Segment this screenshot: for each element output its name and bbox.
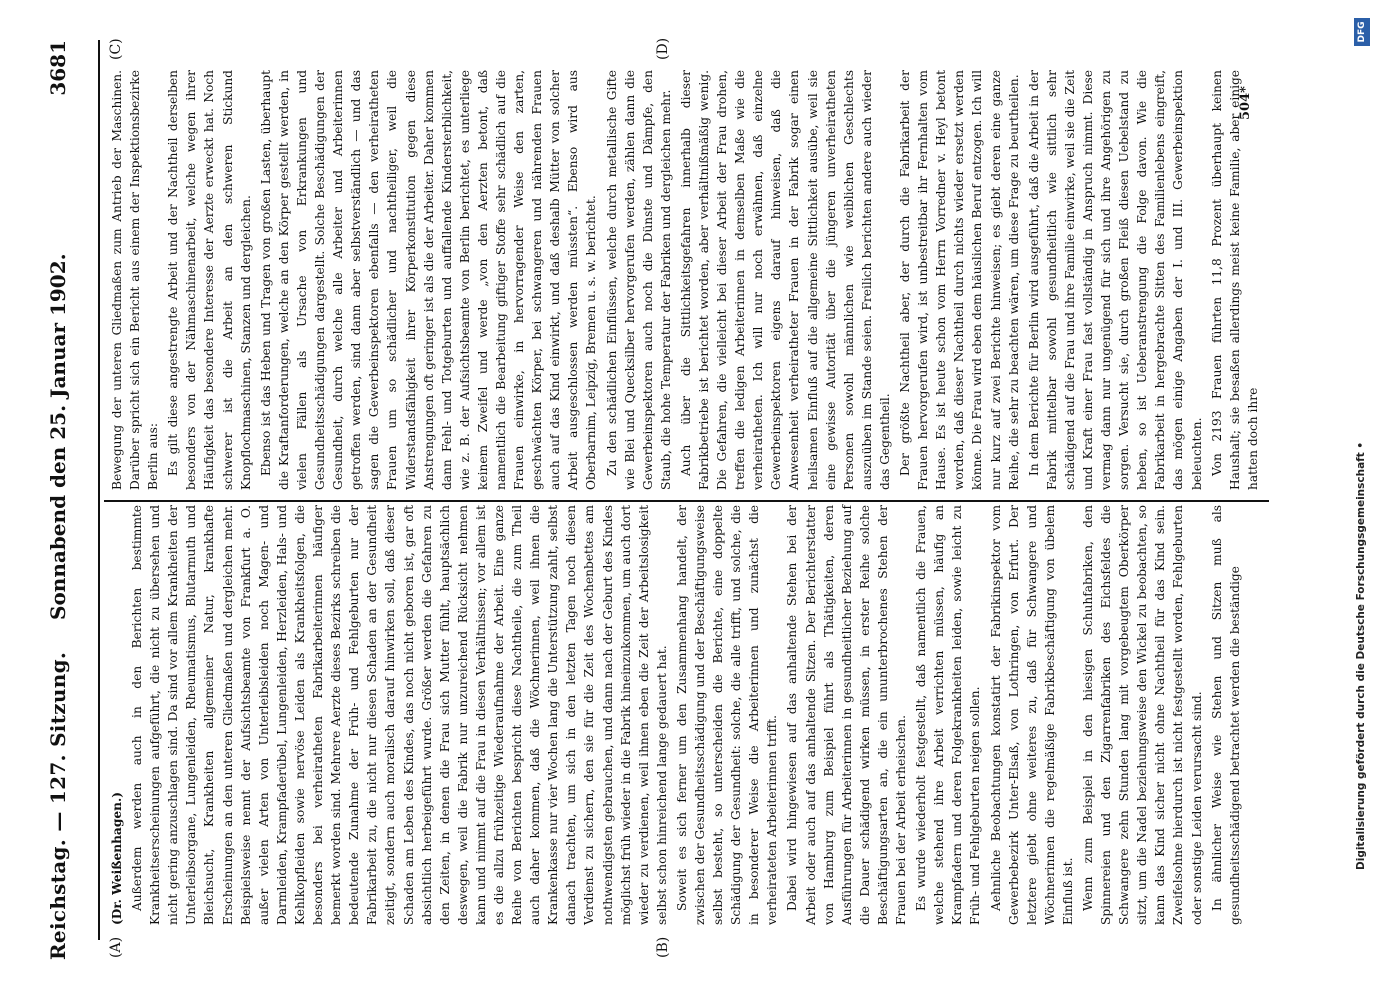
header-left-text: Reichstag. — 127. Sitzung. bbox=[46, 651, 70, 960]
column-divider bbox=[104, 501, 1269, 503]
paragraph: Bewegung der unteren Gliedmaßen zum Antrieb der Maschinen. Darüber spricht sich ein Bericht aus einem der Inspektionsbezirke Berlin aus: bbox=[110, 70, 161, 490]
paragraph: Ebenso ist das Heben und Tragen von großen Lasten, überhaupt die Kraftanforderungen, welche an den Körper gestellt werden, in vielen Fällen als Ursache von Erkrankungen und Gesundheitsschädigungen dargestellt. Solche Beschädigungen der Gesundheit, durch welche alle Arbeiter und Arbeiterinnen getroffen werden, sind dann aber selbstverständlich — und das sagen die Gewerbeinspektoren ebenfalls — den verheiratheten Frauen um so schädlicher und nachtheiliger, weil die Widerstandsfähigkeit ihrer Körperkonstitution gegen diese Anstrengungen oft geringer ist als die der Arbeiter. Daher kommen dann Fehl- und Totgeburten und auffallende Kindersterblichkeit, wie z. B. der Aufsichtsbeamte von Berlin berichtet, es unterliege keinem Zweifel und werde „von den Aerzten betont, daß namentlich die Bearbeitung giftiger Stoffe sehr schädlich auf die Frauen einwirke, in hervorragender Weise den zarten, geschwächten Körper, bei schwangeren und nährenden Frauen auch auf das Kind einwirkt, und daß deshalb Mütter von solcher Arbeit ausgeschlossen werden müssten“. Ebenso wird aus Oberbarnim, Leipzig, Bremen u. s. w. berichtet. bbox=[258, 70, 599, 490]
right-text-column bbox=[108, 70, 1260, 490]
margin-marker-a: (A) bbox=[108, 936, 124, 958]
margin-marker-c: (C) bbox=[108, 38, 124, 60]
page-header-center bbox=[42, 0, 70, 1000]
header-rule bbox=[98, 40, 100, 940]
dfg-logo: DFG bbox=[1354, 18, 1370, 46]
paragraph: In ähnlicher Weise wie Stehen und Sitzen muß als gesundheitsschädigend betrachtet werden die beständige bbox=[1209, 505, 1242, 925]
signature-mark: 504* bbox=[1238, 86, 1253, 120]
header-page-number: 3681 bbox=[46, 40, 70, 96]
speaker-label: (Dr. Weißenhagen.) bbox=[110, 792, 124, 925]
paragraph: Wenn zum Beispiel in den hiesigen Schuhfabriken, den Spinnereien und den Zigarrenfabriken des Eichsfeldes die Schwangere zehn Stunden lang mit vorgebeugtem Oberkörper sitzt, um die Nadel beziehungsweise den Wickel zu beobachten, so kann das Kind sicher nicht ohne Nachtheil für das Kind sein. Zweifelsohne hierdurch ist nicht festgestellt worden, Fehlgeburten oder sonstige Leiden verursacht sind. bbox=[1080, 505, 1204, 925]
paragraph: In dem Berichte für Berlin wird ausgeführt, daß die Arbeit in der Fabrik mittelbar sowohl gesundheitlich wie sittlich sehr schädigend auf die Frau und ihre Familie einwirke, weil sie die Zeit und Kraft einer Frau fast vollständig in Anspruch nimmt. Diese vermag dann nur ungenügend für sich und ihre Angehörigen zu sorgen. Versucht sie, durch großen Fleiß diesen Uebelstand zu heben, so ist Ueberanstrengung die Folge davon. Wie die Fabrikarbeit in hergebrachte Sitten des Familienlebens eingreift, das mögen einige Angaben der I. und III. Gewerbeinspektion beleuchten. bbox=[1026, 70, 1204, 490]
paragraph: Aehnliche Beobachtungen konstatirt der Fabrikinspektor vom Gewerbebezirk Unter-Elsaß, von Lothringen, von Erfurt. Der letztere giebt ohne weiteres zu, daß für Schwangere und Wöchnerinnen die regelmäßige Fabrikbeschäftigung von übelem Einfluß ist. bbox=[988, 505, 1075, 925]
paragraph: Zu den schädlichen Einflüssen, welche durch metallische Gifte wie Blei und Quecksilber hervorgerufen werden, zählen dann die Gewerbeinspektoren auch noch die Dünste und Dämpfe, den Staub, die hohe Temperatur der Fabriken und dergleichen mehr. bbox=[604, 70, 673, 490]
paragraph: Dabei wird hingewiesen auf das anhaltende Stehen bei der Arbeit oder auch auf das anhaltende Sitzen. Der Berichterstatter von Hamburg zum Beispiel führt als Thätigkeiten, deren Ausführungen für Arbeiterinnen in gesundheitlicher Beziehung auf die Dauer schädigend wirken müssen, in erster Reihe solche Beschäftigungsarten an, die ein ununterbrochenes Stehen der Frauen bei der Arbeit erheischen. bbox=[785, 505, 909, 925]
margin-marker-d: (D) bbox=[655, 37, 671, 60]
paragraph: Es gilt diese angestrengte Arbeit und der Nachtheil derselben besonders von der Nähmaschinenarbeit, welche wegen ihrer Häufigkeit das besondere Interesse der Aerzte erweckt hat. Noch schwerer ist die Arbeit an den schweren Stickund Knopflochmaschinen, Stanzen und dergleichen. bbox=[166, 70, 253, 490]
digitization-credit: Digitalisierung gefördert durch die Deutsche Forschungsgemeinschaft • bbox=[1355, 441, 1367, 870]
paragraph: Der größte Nachtheil aber, der durch die Fabrikarbeit der Frauen hervorgerufen wird, ist unbestreitbar ihr Fernhalten vom Hause. Es ist heute schon vom Herrn Vorredner v. Heyl betont worden, daß dieser Nachtheil durch nichts wieder ersetzt werden könne. Die Frau wird eben dem häuslichen Beruf entzogen. Ich will nur kurz auf zwei Berichte hinweisen; es giebt deren eine ganze Reihe, die sehr zu beachten wären, um diese Frage zu beurtheilen. bbox=[898, 70, 1021, 490]
header-date: Sonnabend den 25. Januar 1902. bbox=[46, 253, 70, 620]
paragraph: Von 2193 Frauen führten 11,8 Prozent überhaupt keinen Haushalt; sie besaßen allerdings meist keine Familie, aber einige hatten doch ihre bbox=[1209, 70, 1260, 490]
paragraph: Auch über die Sittlichkeitsgefahren innerhalb dieser Fabrikbetriebe ist berichtet worden, aber verhältnißmäßig wenig. Die Gefahren, die vielleicht bei dieser Arbeit der Frau drohen, treffen die ledigen Arbeiterinnen in demselben Maße wie die verheiratheten. Ich will nur noch erwähnen, daß einzelne Gewerbeinspektoren eigens darauf hinweisen, daß die Anwesenheit verheiratheter Frauen in der Fabrik sogar einen heilsamen Einfluß auf die allgemeine Sittlichkeit ausübe, weil sie eine gewisse Autorität über die jüngeren unverheiratheten Personen sowohl männlichen wie weiblichen Geschlechts auszuüben im Stande seien. Freilich berichten andere auch wieder das Gegentheil. bbox=[678, 70, 892, 490]
paragraph: Außerdem werden auch in den Berichten bestimmte Krankheitserscheinungen aufgeführt, die nicht zu übersehen und nicht gering anzuschlagen sind. Da sind vor allem Krankheiten der Unterleibsorgane, Lungenleiden, Rheumatismus, Blutarmuth und Bleichsucht, Krankheiten allgemeiner Natur, krankhafte Erscheinungen an den unteren Gliedmaßen und dergleichen mehr. Beispielsweise nennt der Aufsichtsbeamte von Frankfurt a. O. außer vielen Arten von Unterleibsleiden noch Magen- und Darmleiden, Krampfaderübel, Lungenleiden, Herzleiden, Hals- und Kehlkopfleiden sowie nervöse Leiden als Krankheitsfolgen, die besonders bei verheiratheten Fabrikarbeiterinnen häufiger bemerkt worden sind. Mehrere Aerzte dieses Bezirks schreiben die bedeutende Zunahme der Früh- und Fehlgeburten nur der Fabrikarbeit zu, die nicht nur diesen Schaden an der Gesundheit zeitigt, sondern auch moralisch darauf hinwirken soll, daß dieser Schaden am Leben des Kindes, das noch nicht geboren ist, gar oft absichtlich herbeigeführt wurde. Größer werden die Gefahren zu den Zeiten, in denen die Frau sich Mutter fühlt, hauptsächlich deswegen, weil die Fabrik nur unzureichend Rücksicht nehmen kann und nimmt auf die Frau in diesen Verhältnissen; vor allem ist es die allzu frühzeitige Wiederaufnahme der Arbeit. Eine ganze Reihe von Berichten bespricht diese Nachtheile, die zum Theil auch daher kommen, daß die Wöchnerinnen, weil ihnen die Krankenkasse nur vier Wochen lang die Unterstützung zahlt, selbst danach trachten, um sich in den letzten Tagen noch diesen Verdienst zu sichern, den sie für die Zeit des Wochenbettes am nothwendigsten gebrauchen, und dann nach der Geburt des Kindes möglichst früh wieder in die Fabrik hineinzukommen, um auch dort wieder zu verdienen, weil ihnen eben die Zeit der Arbeitslosigkeit selbst schon hinreichend lange gedauert hat. bbox=[130, 505, 669, 925]
left-text-column bbox=[108, 505, 1248, 925]
paragraph: Es wurde wiederholt festgestellt, daß namentlich die Frauen, welche stehend ihre Arbeit verrichten müssen, häufig an Krampfadern und deren Folgekrankheiten leiden, sowie leicht zu Früh- und Fehlgeburten neigen sollen. bbox=[914, 505, 983, 925]
paragraph: Soweit es sich ferner um den Zusammenhang handelt, der zwischen der Gesundheitsschädigung und der Beschäftigungsweise selbst besteht, so unterscheiden die Berichte, eine doppelte Schädigung der Gesundheit: solche, die alle trifft, und solche, die in besonderer Weise die Arbeiterinnen und zunächst die verheirateten Arbeiterinnen trifft. bbox=[674, 505, 780, 925]
margin-marker-b: (B) bbox=[655, 936, 671, 958]
